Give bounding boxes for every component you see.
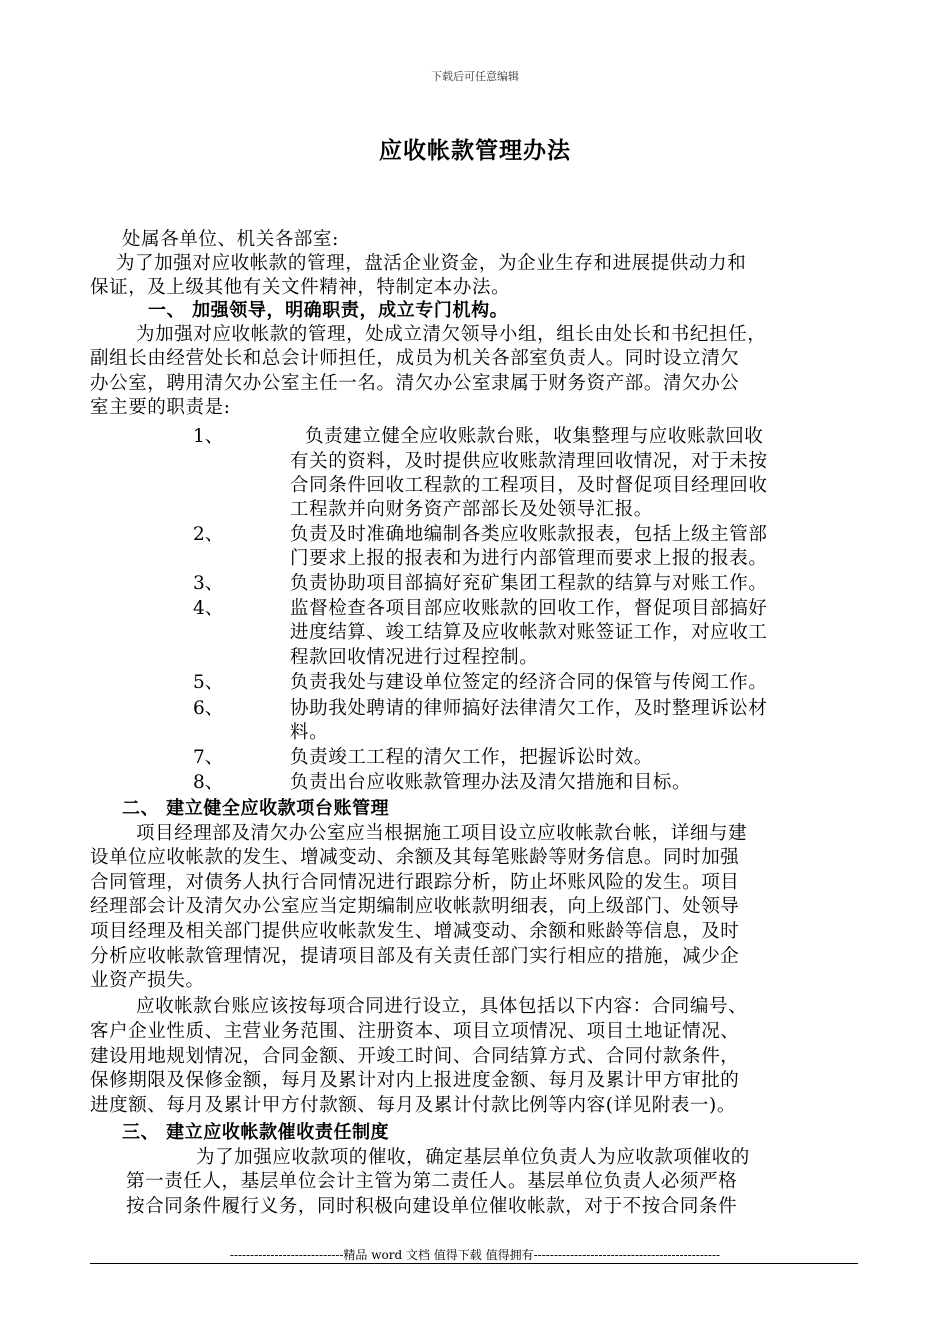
item-line: 料。 [290,722,329,743]
paragraph-line: 分析应收帐款管理情况，提请项目部及有关责任部门实行相应的措施，减少企 [90,946,740,967]
paragraph-line: 保修期限及保修金额，每月及累计对内上报进度金额、每月及累计甲方审批的 [90,1070,740,1091]
item-number: 8、 [193,772,224,793]
paragraph-line: 室主要的职责是: [90,397,231,418]
paragraph-line: 为了加强应收款项的催收，确定基层单位负责人为应收款项催收的 [196,1147,750,1168]
document-title: 应收帐款管理办法 [379,138,571,164]
item-line: 负责竣工工程的清欠工作，把握诉讼时效。 [290,747,653,768]
paragraph-line: 建设用地规划情况，合同金额、开竣工时间、合同结算方式、合同付款条件， [90,1046,740,1067]
paragraph-line: 合同管理，对债务人执行合同情况进行跟踪分析，防止坏账风险的发生。项目 [90,872,740,893]
intro-line: 为了加强对应收帐款的管理，盘活企业资金，为企业生存和进展提供动力和 [116,253,747,274]
item-number: 7、 [193,747,224,768]
paragraph-line: 第一责任人，基层单位会计主管为第二责任人。基层单位负责人必须严格 [126,1171,738,1192]
item-number: 1、 [193,426,224,447]
item-number: 2、 [193,524,224,545]
paragraph-line: 客户企业性质、主营业务范围、注册资本、项目立项情况、项目土地证情况、 [90,1021,740,1042]
item-line: 进度结算、竣工结算及应收帐款对账签证工作，对应收工 [290,622,768,643]
item-line: 协助我处聘请的律师搞好法律清欠工作，及时整理诉讼材 [290,698,768,719]
page-header: 下载后可任意编辑 [431,70,519,83]
item-line: 负责建立健全应收账款台账，收集整理与应收账款回收 [305,426,764,447]
footer-rule [90,1263,858,1264]
item-line: 门要求上报的报表和为进行内部管理而要求上报的报表。 [290,548,768,569]
paragraph-line: 副组长由经营处长和总会计师担任，成员为机关各部室负责人。同时设立清欠 [90,348,740,369]
item-line: 合同条件回收工程款的工程项目，及时督促项目经理回收 [290,475,768,496]
item-number: 5、 [193,672,224,693]
item-line: 负责及时准确地编制各类应收账款报表，包括上级主管部 [290,524,768,545]
item-line: 负责出台应收账款管理办法及清欠措施和目标。 [290,772,692,793]
intro-line: 保证，及上级其他有关文件精神，特制定本办法。 [90,277,511,298]
item-line: 负责我处与建设单位签定的经济合同的保管与传阅工作。 [290,672,768,693]
paragraph-line: 进度额、每月及累计甲方付款额、每月及累计付款比例等内容(详见附表一)。 [90,1095,736,1116]
paragraph-line: 应收帐款台账应该按每项合同进行设立，具体包括以下内容：合同编号、 [136,996,748,1017]
item-line: 有关的资料，及时提供应收账款清理回收情况，对于未按 [290,451,768,472]
paragraph-line: 经理部会计及清欠办公室应当定期编制应收帐款明细表，向上级部门、处领导 [90,896,740,917]
item-line: 程款回收情况进行过程控制。 [290,647,539,668]
section-heading: 一、 加强领导，明确职责，成立专门机构。 [148,300,509,321]
paragraph-line: 办公室，聘用清欠办公室主任一名。清欠办公室隶属于财务资产部。清欠办公 [90,373,740,394]
item-line: 工程款并向财务资产部部长及处领导汇报。 [290,499,653,520]
paragraph-line: 项目经理及相关部门提供应收帐款发生、增减变动、余额和账龄等信息，及时 [90,921,740,942]
item-line: 监督检查各项目部应收账款的回收工作，督促项目部搞好 [290,598,768,619]
item-line: 负责协助项目部搞好兖矿集团工程款的结算与对账工作。 [290,573,768,594]
paragraph-line: 业资产损失。 [90,970,205,991]
item-number: 6、 [193,698,224,719]
item-number: 4、 [193,598,224,619]
section-heading: 三、 建立应收帐款催收责任制度 [122,1122,390,1143]
page-footer: ----------------------------精品 word 文档 值得下载 值得拥有---------------------------------------------- [229,1248,721,1262]
paragraph-line: 为加强对应收帐款的管理，处成立清欠领导小组，组长由处长和书纪担任， [136,324,767,345]
section-heading: 二、 建立健全应收款项台账管理 [122,798,390,819]
paragraph-line: 设单位应收帐款的发生、增减变动、余额及其每笔账龄等财务信息。同时加强 [90,847,740,868]
salutation: 处属各单位、机关各部室: [122,229,339,250]
item-number: 3、 [193,573,224,594]
paragraph-line: 按合同条件履行义务，同时积极向建设单位催收帐款，对于不按合同条件 [126,1196,738,1217]
paragraph-line: 项目经理部及清欠办公室应当根据施工项目设立应收帐款台帐，详细与建 [136,823,748,844]
